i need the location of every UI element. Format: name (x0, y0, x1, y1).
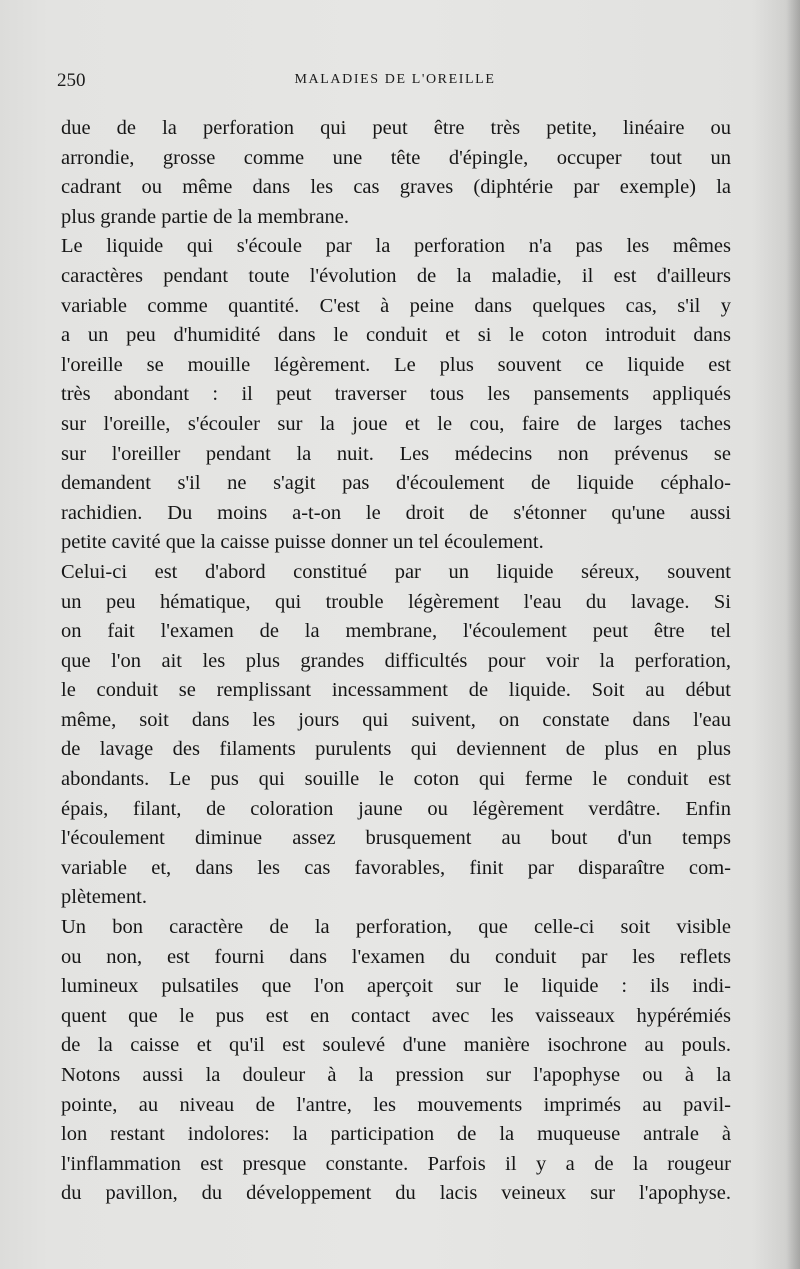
text-line: variable et, dans les cas favorables, finit par disparaître com- (61, 856, 731, 879)
text-line: Le liquide qui s'écoule par la perforation n'a pas les mêmes (61, 235, 731, 258)
text-line: on fait l'examen de la membrane, l'écoulement peut être tel (61, 620, 731, 643)
text-line: l'oreille se mouille légèrement. Le plus souvent ce liquide est (61, 353, 731, 376)
page-header (57, 70, 733, 96)
text-line: abondants. Le pus qui souille le coton qui ferme le conduit est (61, 768, 731, 791)
body-text (61, 114, 731, 1209)
text-line: l'écoulement diminue assez brusquement au bout d'un temps (61, 827, 731, 850)
text-line: due de la perforation qui peut être très petite, linéaire ou (61, 117, 731, 139)
text-line: a un peu d'humidité dans le conduit et si le coton introduit dans (61, 324, 731, 347)
text-line: Notons aussi la douleur à la pression sur l'apophyse ou à la (61, 1064, 731, 1086)
text-line: l'inflammation est presque constante. Parfois il y a de la rougeur (61, 1152, 731, 1175)
text-line: de lavage des filaments purulents qui deviennent de plus en plus (61, 738, 731, 761)
text-line: le conduit se remplissant incessamment de liquide. Soit au début (61, 679, 731, 702)
text-line: arrondie, grosse comme une tête d'épingle, occuper tout un (61, 146, 731, 169)
text-line: sur l'oreiller pendant la nuit. Les médecins non prévenus se (61, 442, 731, 465)
text-line: ou non, est fourni dans l'examen du conduit par les reflets (61, 945, 731, 968)
text-line: plètement. (61, 886, 147, 909)
text-line: même, soit dans les jours qui suivent, on constate dans l'eau (61, 708, 731, 731)
text-line: pointe, au niveau de l'antre, les mouvements imprimés au pavil- (61, 1093, 731, 1116)
text-line: très abondant : il peut traverser tous les pansements appliqués (61, 383, 731, 406)
text-line: quent que le pus est en contact avec les vaisseaux hypérémiés (61, 1004, 731, 1027)
text-line: du pavillon, du développement du lacis veineux sur l'apophyse. (61, 1182, 731, 1205)
text-line: épais, filant, de coloration jaune ou légèrement verdâtre. Enfin (61, 797, 731, 820)
text-line: lon restant indolores: la participation de la muqueuse antrale à (61, 1123, 731, 1146)
text-line: Celui-ci est d'abord constitué par un liquide séreux, souvent (61, 560, 731, 583)
text-line: caractères pendant toute l'évolution de la maladie, il est d'ailleurs (61, 264, 731, 287)
page-number: 250 (57, 70, 86, 91)
text-line: de la caisse et qu'il est soulevé d'une manière isochrone au pouls. (61, 1034, 731, 1057)
text-line: variable comme quantité. C'est à peine dans quelques cas, s'il y (61, 294, 731, 317)
running-title: MALADIES DE L'OREILLE (294, 72, 496, 87)
text-line: un peu hématique, qui trouble légèrement l'eau du lavage. Si (61, 590, 731, 613)
text-line: lumineux pulsatiles que l'on aperçoit sur le liquide : ils indi- (61, 975, 731, 998)
text-line: que l'on ait les plus grandes difficultés pour voir la perforation, (61, 649, 731, 672)
text-line: demandent s'il ne s'agit pas d'écoulement de liquide céphalo- (61, 472, 731, 495)
text-line: plus grande partie de la membrane. (61, 205, 350, 228)
text-line: cadrant ou même dans les cas graves (diphtérie par exemple) la (61, 176, 731, 199)
text-line: petite cavité que la caisse puisse donner un tel écoulement. (61, 531, 544, 554)
text-line: rachidien. Du moins a-t-on le droit de s'étonner qu'une aussi (61, 501, 731, 524)
text-line: Un bon caractère de la perforation, que celle-ci soit visible (61, 916, 731, 939)
text-line: sur l'oreille, s'écouler sur la joue et le cou, faire de larges taches (61, 412, 731, 435)
